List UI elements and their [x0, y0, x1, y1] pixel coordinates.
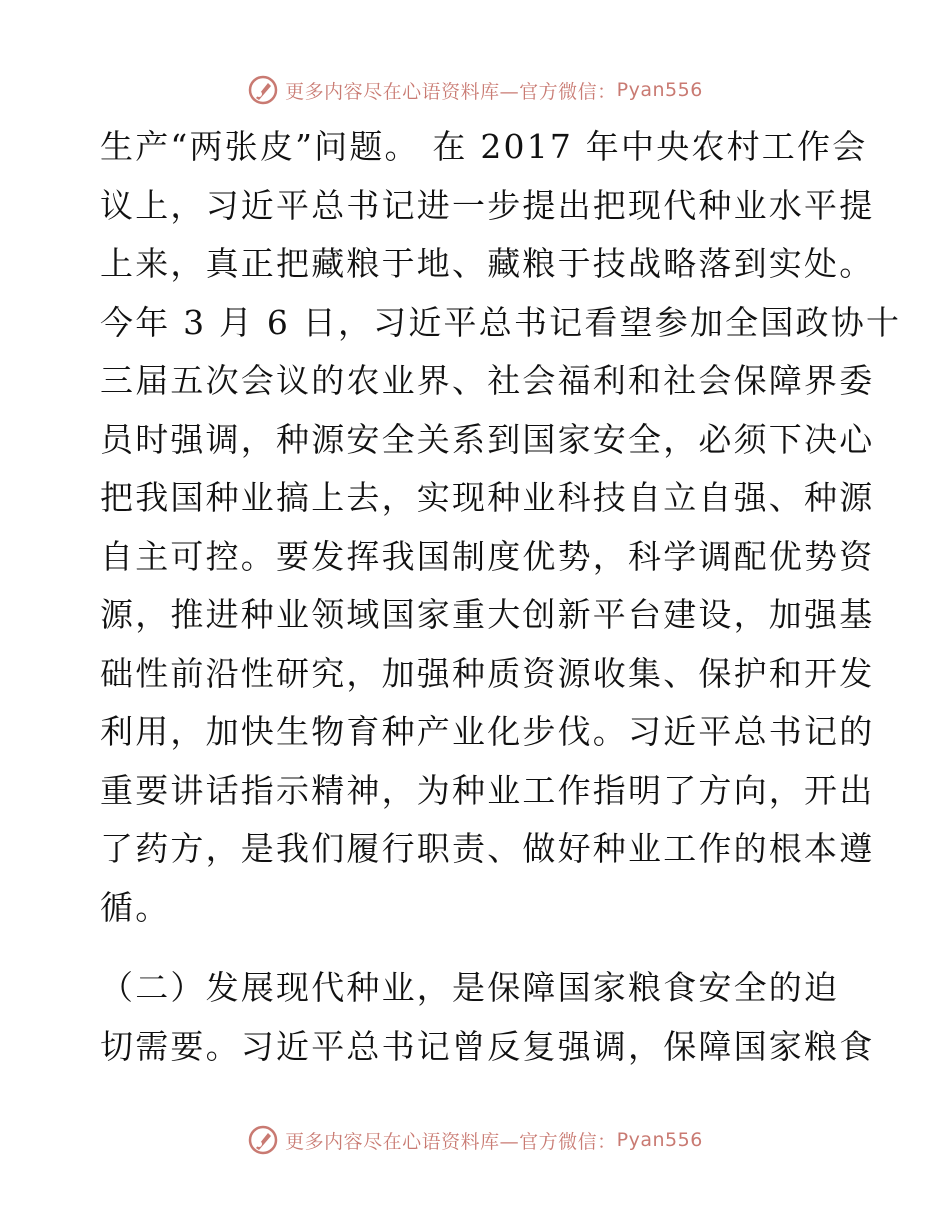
watermark-text: 更多内容尽在心语资料库—官方微信： — [285, 80, 617, 103]
watermark-text: 更多内容尽在心语资料库—官方微信： — [285, 1130, 617, 1153]
footer-watermark — [0, 1120, 950, 1160]
text-line: 切需要。习近平总书记曾反复强调，保障国家粮食 — [100, 1026, 875, 1066]
text-line: 议上，习近平总书记进一步提出把现代种业水平提 — [100, 185, 875, 225]
text-line: 了药方，是我们履行职责、做好种业工作的根本遵 — [100, 829, 875, 868]
text-line: 把我国种业搞上去，实现种业科技自立自强、种源 — [100, 478, 875, 517]
text-line: 上来，真正把藏粮于地、藏粮于技战略落到实处。 — [100, 244, 875, 283]
text-line: 三届五次会议的农业界、社会福利和社会保障界委 — [100, 361, 875, 400]
pen-logo-icon — [247, 74, 279, 106]
text-line: 循。 — [100, 887, 171, 927]
text-line: （二）发展现代种业，是保障国家粮食安全的迫 — [100, 968, 840, 1007]
pen-logo-icon — [247, 1124, 279, 1156]
paragraph-gap — [100, 937, 850, 959]
text-line: 础性前沿性研究，加强种质资源收集、保护和开发 — [100, 653, 875, 693]
text-line: 今年 3 月 6 日，习近平总书记看望参加全国政协十 — [100, 302, 902, 342]
body-text — [100, 118, 902, 1076]
text-line: 重要讲话指示精神，为种业工作指明了方向，开出 — [100, 770, 875, 810]
watermark-wechat-id: Pyan556 — [616, 1129, 703, 1151]
text-line: 员时强调，种源安全关系到国家安全，必须下决心 — [100, 419, 875, 459]
watermark-wechat-id: Pyan556 — [616, 79, 703, 101]
text-line: 利用，加快生物育种产业化步伐。习近平总书记的 — [100, 712, 875, 751]
text-line: 自主可控。要发挥我国制度优势，科学调配优势资 — [100, 536, 875, 576]
header-watermark — [0, 70, 950, 110]
text-line: 生产“两张皮”问题。 在 2017 年中央农村工作会 — [100, 127, 868, 166]
text-line: 源，推进种业领域国家重大创新平台建设，加强基 — [100, 595, 875, 634]
